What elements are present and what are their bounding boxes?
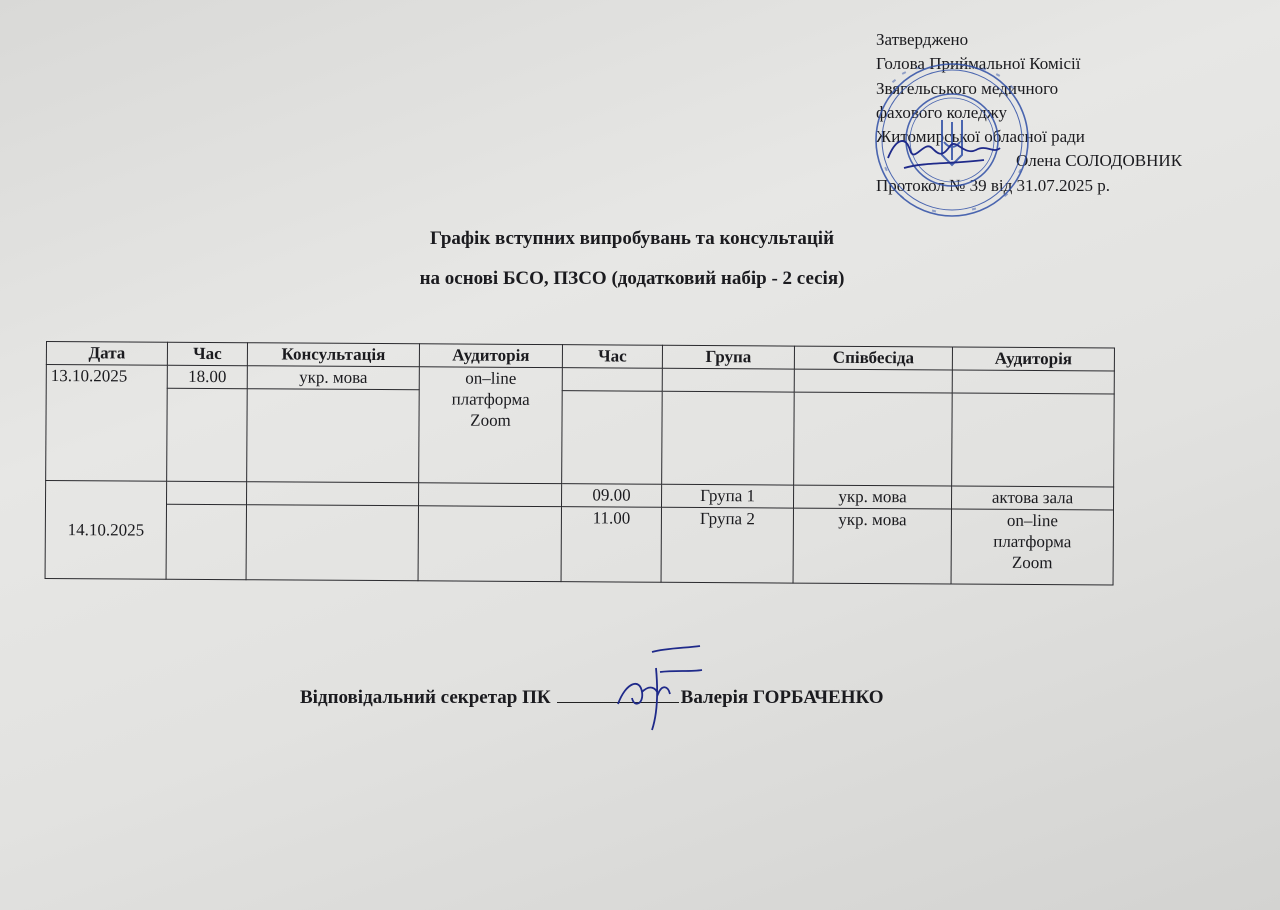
header-consultation: Консультація xyxy=(247,343,419,367)
consultation-cell: укр. мова xyxy=(247,366,419,390)
empty-cell xyxy=(952,393,1115,487)
approval-line: Житомирської обласної ради xyxy=(876,127,1085,147)
interview-cell: укр. мова xyxy=(793,485,951,509)
auditorium-cell xyxy=(419,367,563,484)
auditorium-line: платформа xyxy=(451,389,530,409)
chair-signature xyxy=(884,128,1004,178)
empty-cell xyxy=(166,504,246,579)
auditorium-line: on–line xyxy=(465,368,517,388)
secretary-role: Відповідальний секретар ПК xyxy=(300,687,551,708)
time-cell: 11.00 xyxy=(561,507,661,583)
header-auditorium: Аудиторія xyxy=(952,347,1114,371)
time-cell: 18.00 xyxy=(167,365,247,388)
empty-cell xyxy=(419,483,562,507)
empty-cell xyxy=(247,389,420,483)
document-title: Графік вступних випробувань та консультацій xyxy=(429,228,835,249)
approval-line: Затверджено xyxy=(876,30,969,49)
secretary-name: Валерія ГОРБАЧЕНКО xyxy=(680,687,884,708)
auditorium-line: Zoom xyxy=(1011,552,1053,573)
footer-signature-line xyxy=(300,686,884,709)
empty-cell xyxy=(662,391,795,485)
empty-cell xyxy=(794,392,953,486)
empty-cell xyxy=(246,505,418,581)
auditorium-cell: актова зала xyxy=(951,486,1113,510)
empty-cell xyxy=(167,388,248,481)
approval-line: Голова Приймальної Комісії xyxy=(876,54,1081,74)
empty-cell xyxy=(562,368,662,392)
empty-cell xyxy=(952,370,1114,394)
auditorium-line: Zoom xyxy=(470,410,511,430)
header-auditorium: Аудиторія xyxy=(419,344,562,368)
group-cell: Група 1 xyxy=(661,484,793,508)
header-time: Час xyxy=(562,345,662,369)
auditorium-line: on–line xyxy=(1006,510,1058,531)
header-date: Дата xyxy=(46,342,167,366)
document-subtitle: на основі БСО, ПЗСО (додатковий набір - 2 сесія) xyxy=(419,268,845,289)
date-cell: 13.10.2025 xyxy=(46,365,168,482)
empty-cell xyxy=(662,368,794,392)
empty-cell xyxy=(794,369,952,393)
interview-cell: укр. мова xyxy=(793,508,951,584)
empty-cell xyxy=(562,391,663,485)
empty-cell xyxy=(167,481,247,504)
empty-cell xyxy=(247,482,419,506)
secretary-signature xyxy=(606,642,716,737)
time-cell: 09.00 xyxy=(561,484,661,508)
auditorium-cell xyxy=(951,509,1113,585)
schedule-table xyxy=(45,341,1115,586)
date-cell: 14.10.2025 xyxy=(45,481,167,580)
header-time: Час xyxy=(167,342,247,365)
table-row xyxy=(46,388,1115,488)
approval-line: Звягельського медичного xyxy=(876,78,1059,98)
header-interview: Співбесіда xyxy=(794,346,952,370)
empty-cell xyxy=(418,506,561,582)
approval-protocol: Протокол № 39 від 31.07.2025 р. xyxy=(876,175,1111,195)
approval-line: фахового коледжу xyxy=(876,102,1007,122)
header-group: Група xyxy=(662,345,794,369)
approval-signatory: Олена СОЛОДОВНИК xyxy=(1016,151,1183,171)
auditorium-line: платформа xyxy=(993,531,1072,552)
group-cell: Група 2 xyxy=(661,507,793,583)
table-row xyxy=(45,504,1113,586)
